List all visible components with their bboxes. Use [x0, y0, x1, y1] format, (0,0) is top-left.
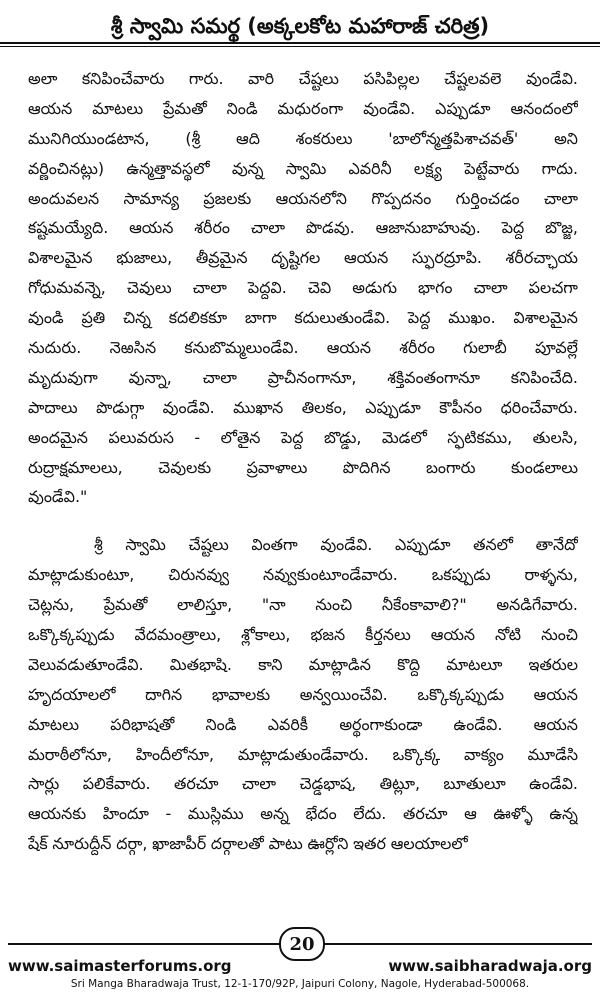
text-line: ఒక్కొక్కప్పుడు వేదమంత్రాలు, శ్లోకాలు, భజన కీర్తనలు ఆయన నోటి నుంచి — [28, 625, 578, 645]
footer-link-saimasterforums[interactable]: www.saimasterforums.org — [8, 957, 232, 975]
text-line: చెట్లను, ప్రేమతో లాలిస్తూ, "నా నుంచి నీకేంకావాలి?" అనడిగేవారు. — [28, 595, 578, 615]
footer-link-saibharadwaja[interactable]: www.saibharadwaja.org — [388, 957, 592, 975]
text-line: హృదయాలలో దాగిన భావాలకు అన్వయించేవి. ఒక్కొక్కప్పుడు ఆయన — [28, 684, 578, 704]
page-number: 20 — [279, 927, 325, 961]
header-rule-thin — [0, 46, 600, 47]
text-line: మాటలు పరిభాషతో నిండి ఎవరికీ అర్థంగాకుండా ఉండేవి. ఆయన — [28, 714, 578, 734]
text-line: షేక్ నూరుద్దీన్ దర్గా, ఖాజాపీర్ దర్గాలతో పాటు ఊర్లోని ఇతర ఆలయాలలో — [28, 834, 468, 854]
body-text — [28, 64, 578, 859]
text-line: వుండేవి." — [28, 487, 88, 507]
header-rule — [0, 42, 600, 44]
footer-links — [8, 957, 592, 975]
text-line: అందమైన పలువరుస - లోతైన పెద్ద బొడ్డు, మెడలో స్ఫటికము, తులసి, — [28, 427, 578, 447]
text-line: అందువలన సామాన్య ప్రజలకు ఆయనలోని గొప్పదనం గుర్తించడం చాలా — [28, 188, 578, 208]
text-line: మృదువుగా వున్నా, చాలా ప్రాచీనంగానూ, శక్తివంతంగానూ కనిపించేది. — [28, 367, 578, 387]
text-line: పాదాలు పొడుగ్గా వుండేవి. ముఖాన తిలకం, ఎప్పుడూ కౌపీనం ధరించేవారు. — [28, 397, 578, 417]
text-line: వర్ణించినట్లు) ఉన్మత్తావస్థలో వున్న స్వామి ఎవరినీ లక్ష్య పెట్టేవారు గాదు. — [28, 158, 578, 178]
text-line: విశాలమైన భుజాలు, తీవ్రమైన దృష్టిగల ఆయన స్ఫురద్రూపి. శరీరచ్ఛాయ — [28, 248, 578, 268]
footer-address: Sri Manga Bharadwaja Trust, 12-1-170/92P, Jaipuri Colony, Nagole, Hyderabad-500068. — [70, 978, 530, 990]
text-line: మునిగియుండటాన, (శ్రీ ఆది శంకరులు 'బాలోన్మత్తపిశాచవత్' అని — [28, 128, 578, 148]
text-line: నుదురు. నెఱసిన కనుబొమ్మలుండేవి. ఆయన శరీరం గులాబీ పూవల్లే — [28, 338, 578, 358]
page-header — [8, 6, 592, 46]
text-line: ఆయనకు హిందూ - ముస్లిము అన్న భేదం లేదు. తరచూ ఆ ఊళ్ళో ఉన్న — [28, 804, 578, 824]
text-line: మరాఠీలోనూ, హిందీలోనూ, మాట్లాడుతుండేవారు. ఒక్కొక్క వాక్యం మూడేసి — [28, 744, 578, 764]
text-line: అలా కనిపించేవారు గారు. వారి చేష్టలు పసిపిల్లల చేష్టలవలె వుండేవి. — [28, 69, 578, 88]
text-line: రుద్రాక్షమాలలు, చెవులకు ప్రవాళాలు పొదిగిన బంగారు కుండలాలు — [28, 457, 578, 477]
text-line: వెలువడుతూండేవి. మితభాషి. కాని మాట్లాడిన కొద్ది మాటలూ ఇతరుల — [28, 654, 578, 674]
text-line: శ్రీ స్వామి చేష్టలు వింతగా వుండేవి. ఎప్పుడూ తనలో తానేదో — [94, 535, 578, 555]
text-line: గోధుమవన్నె, చెవులు చాలా పెద్దవి. చెవి అడుగు భాగం చాలా పలచగా — [28, 278, 578, 298]
text-line: ఆయన మాటలు ప్రేమతో నిండి మధురంగా వుండేవి. ఎప్పుడూ ఆనందంలో — [28, 98, 578, 118]
text-line: మాట్లాడుకుంటూ, చిరునవ్వు నవ్వుకుంటూండేవారు. ఒకప్పుడు రాళ్ళను, — [28, 565, 578, 585]
text-line: కష్టమయ్యేది. ఆయన శరీరం చాలా పొడవు. ఆజానుబాహువు. పెద్ద బొజ్జ, — [28, 218, 578, 238]
text-line: వుండి ప్రతి చిన్న కదలికకూ బాగా కదులుతుండేవి. పెద్ద ముఖం. విశాలమైన — [28, 308, 578, 328]
book-title: శ్రీ స్వామి సమర్థ (అక్కలకోట మహారాజ్ చరిత్ర) — [110, 14, 490, 38]
text-line: సార్లు పలికేవారు. తరచూ చాలా చెడ్డభాష, తిట్లూ, బూతులూ ఉండేవి. — [28, 774, 578, 794]
